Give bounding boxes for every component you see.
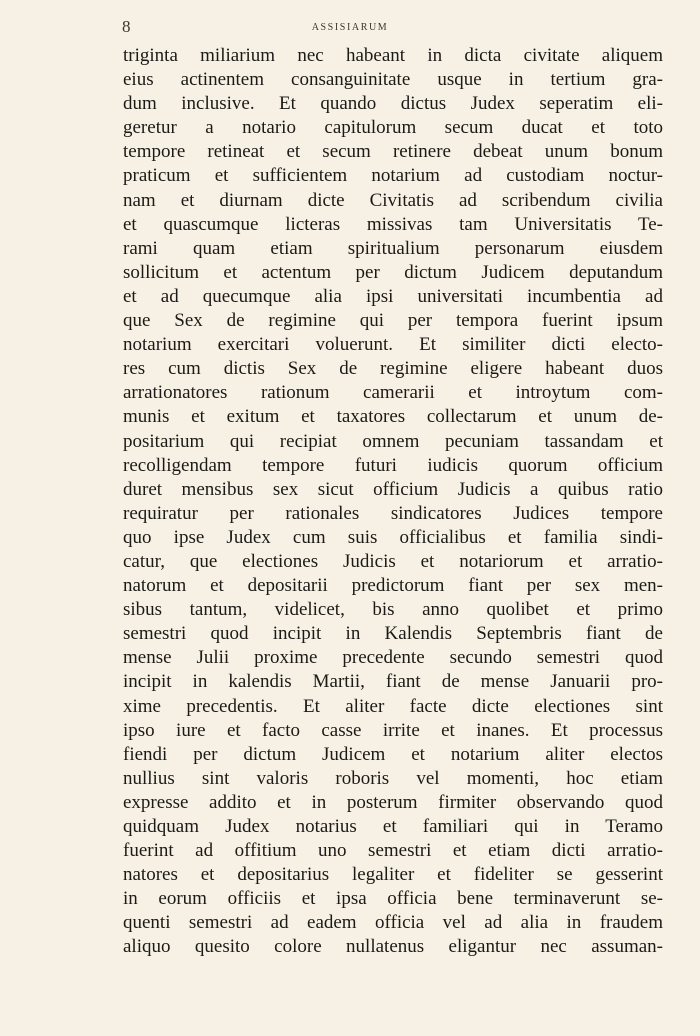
text-line: geretur a notario capitulorum secum ducat et toto — [123, 117, 663, 139]
body-text — [123, 44, 663, 960]
text-line: arrationatores rationum camerarii et introytum com- — [123, 382, 663, 404]
text-line: expresse addito et in posterum firmiter observando quod — [123, 791, 663, 813]
text-line: ipso iure et facto casse irrite et inanes. Et processus — [123, 719, 663, 741]
text-line: natorum et depositarii predictorum fiant per sex men- — [123, 575, 663, 597]
text-line: natores et depositarius legaliter et fideliter se gesserint — [123, 864, 663, 886]
text-line: rami quam etiam spiritualium personarum eiusdem — [123, 237, 663, 259]
text-line: xime precedentis. Et aliter facte dicte electiones sint — [123, 695, 663, 717]
text-line: eius actinentem consanguinitate usque in tertium gra- — [123, 69, 663, 91]
text-line: praticum et sufficientem notarium ad custodiam noctur- — [123, 165, 663, 187]
running-head: ASSISIARUM — [311, 22, 389, 33]
text-line: mense Julii proxime precedente secundo semestri quod — [123, 647, 663, 669]
text-line: triginta miliarium nec habeant in dicta civitate aliquem — [123, 45, 663, 66]
text-line: sibus tantum, videlicet, bis anno quolibet et primo — [123, 599, 663, 621]
text-line: incipit in kalendis Martii, fiant de mense Januarii pro- — [123, 671, 663, 693]
text-line: fuerint ad offitium uno semestri et etiam dicti arratio- — [123, 840, 663, 862]
text-line: et ad quecumque alia ipsi universitati incumbentia ad — [123, 285, 663, 307]
text-line: tempore retineat et secum retinere debeat unum bonum — [123, 141, 663, 163]
text-line: recolligendam tempore futuri iudicis quorum officium — [123, 454, 663, 476]
text-line: quenti semestri ad eadem officia vel ad alia in fraudem — [123, 912, 663, 934]
text-line: dum inclusive. Et quando dictus Judex seperatim eli- — [123, 93, 663, 115]
text-line: et quascumque licteras missivas tam Universitatis Te- — [123, 213, 663, 235]
text-line: fiendi per dictum Judicem et notarium aliter electos — [123, 743, 663, 765]
text-line: sollicitum et actentum per dictum Judicem deputandum — [123, 261, 663, 283]
text-line: quidquam Judex notarius et familiari qui in Teramo — [123, 816, 663, 837]
text-line: que Sex de regimine qui per tempora fuerint ipsum — [123, 310, 663, 332]
text-line: munis et exitum et taxatores collectarum et unum de- — [123, 406, 663, 428]
text-line: semestri quod incipit in Kalendis Septembris fiant de — [123, 623, 663, 645]
text-line: requiratur per rationales sindicatores Judices tempore — [123, 502, 663, 524]
text-line: nam et diurnam dicte Civitatis ad scribendum civilia — [123, 189, 663, 211]
text-line: positarium qui recipiat omnem pecuniam tassandam et — [123, 430, 663, 452]
text-line: notarium exercitari voluerunt. Et similiter dicti electo- — [123, 334, 663, 356]
text-line: res cum dictis Sex de regimine eligere habeant duos — [123, 358, 663, 380]
text-line: quo ipse Judex cum suis officialibus et familia sindi- — [123, 526, 663, 548]
text-line: aliquo quesito colore nullatenus eligantur nec assuman- — [123, 936, 663, 958]
page-number: 8 — [122, 17, 131, 36]
text-line: catur, que electiones Judicis et notariorum et arratio- — [123, 550, 663, 572]
text-line: in eorum officiis et ipsa officia bene terminaverunt se- — [123, 888, 663, 910]
text-line: nullius sint valoris roboris vel momenti, hoc etiam — [123, 767, 663, 789]
text-line: duret mensibus sex sicut officium Judicis a quibus ratio — [123, 478, 663, 500]
